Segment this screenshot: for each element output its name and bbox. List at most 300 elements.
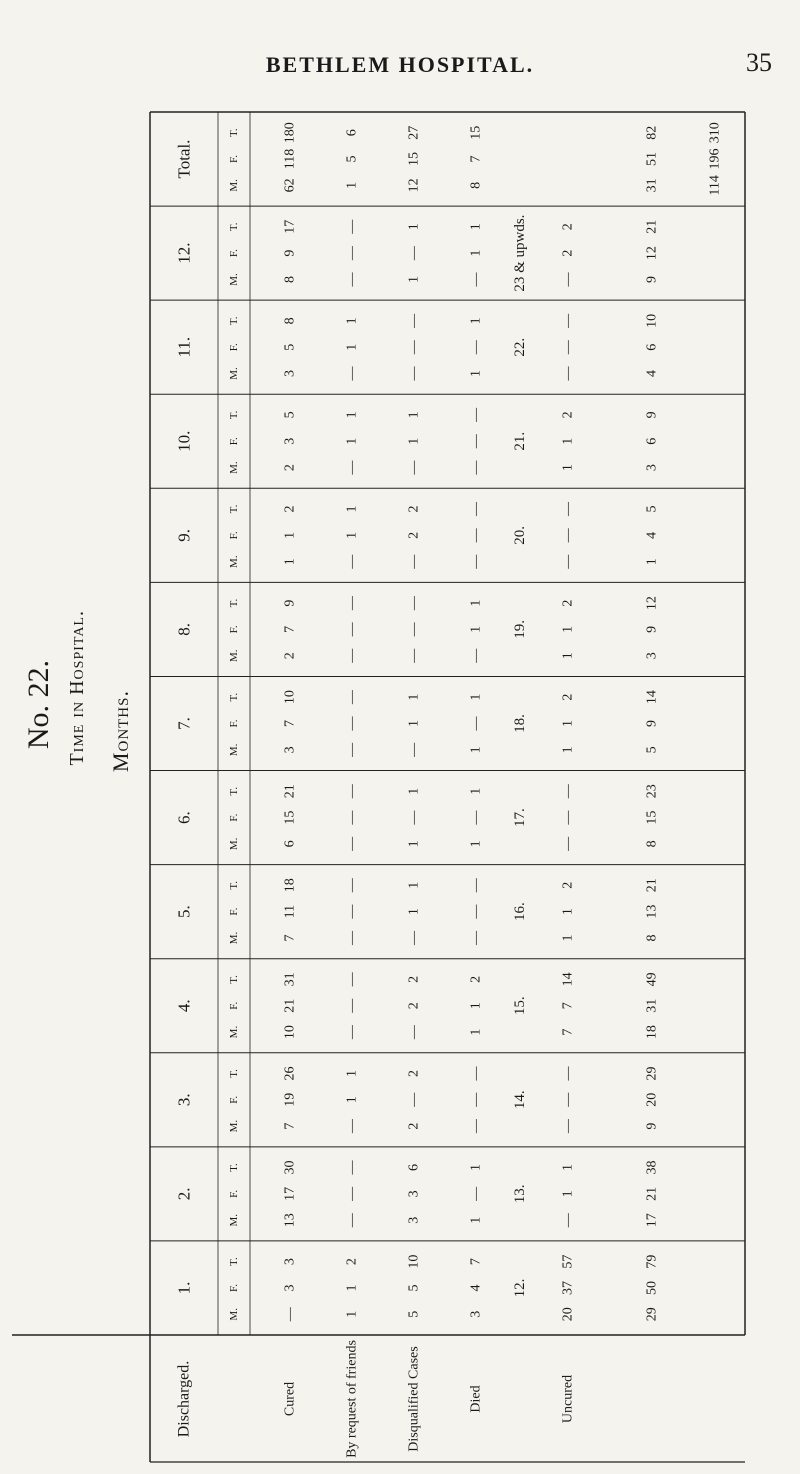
month-total-cell: 21: [644, 219, 660, 234]
value-cell: —: [344, 836, 360, 851]
value-cell: 2: [560, 693, 576, 701]
value-cell: 1: [560, 934, 576, 942]
value-cell: 1: [344, 317, 360, 325]
sublabel-F.: F.: [228, 1283, 240, 1292]
month-total-cell: 79: [644, 1254, 660, 1269]
grand-total-cell: 51: [644, 152, 660, 167]
value-cell: 7: [282, 1122, 298, 1130]
grand-total-cell: 27: [406, 125, 422, 140]
value-cell: —: [468, 1186, 484, 1201]
value-cell: —: [560, 784, 576, 799]
value-cell: 1: [560, 625, 576, 633]
value-cell: 2: [406, 1122, 422, 1130]
value-cell: 3: [282, 370, 298, 378]
upper-month-label-2: 13.: [512, 1184, 528, 1204]
value-cell: 1: [560, 908, 576, 916]
value-cell: —: [344, 1213, 360, 1228]
value-cell: 1: [560, 437, 576, 445]
sublabel-F.: F.: [228, 531, 240, 540]
value-cell: 20: [560, 1307, 576, 1322]
month-total-cell: 9: [644, 411, 660, 419]
value-cell: 4: [468, 1284, 484, 1292]
grand-total-cell: 8: [468, 181, 484, 189]
grand-total-cell: 82: [644, 125, 660, 140]
sublabel-T.: T.: [228, 786, 240, 796]
value-cell: —: [560, 1092, 576, 1107]
value-cell: 1: [468, 599, 484, 607]
month-total-cell: 49: [644, 972, 660, 987]
upper-month-label-3: 14.: [512, 1090, 528, 1110]
value-cell: 8: [282, 317, 298, 325]
value-cell: 7: [282, 625, 298, 633]
value-cell: 5: [282, 411, 298, 419]
value-cell: 2: [282, 505, 298, 513]
value-cell: —: [406, 810, 422, 825]
value-cell: —: [560, 554, 576, 569]
value-cell: —: [560, 340, 576, 355]
value-cell: 1: [406, 787, 422, 795]
value-cell: 2: [282, 464, 298, 472]
sublabel-F.: F.: [228, 813, 240, 822]
month-total-cell: 18: [644, 1025, 660, 1040]
table-caption: Time in Hospital.: [66, 610, 88, 766]
month-label-2: 2.: [174, 1187, 194, 1201]
sublabel-F.: F.: [228, 719, 240, 728]
sublabel-F.: F.: [228, 907, 240, 916]
value-cell: —: [344, 246, 360, 261]
value-cell: 3: [406, 1216, 422, 1224]
value-cell: 1: [468, 1216, 484, 1224]
value-cell: 1: [468, 1164, 484, 1172]
value-cell: —: [406, 554, 422, 569]
month-total-cell: 9: [644, 625, 660, 633]
month-total-cell: 31: [644, 998, 660, 1013]
sublabel-M.: M.: [228, 931, 240, 945]
grand-total-cell: 196: [707, 148, 723, 170]
sublabel-M.: M.: [228, 461, 240, 474]
value-cell: 1: [406, 411, 422, 419]
value-cell: 1: [560, 746, 576, 754]
month-total-cell: 21: [644, 1186, 660, 1201]
month-label-7: 7.: [174, 717, 194, 730]
value-cell: 5: [406, 1284, 422, 1292]
value-cell: —: [406, 648, 422, 663]
months-label: Months.: [108, 690, 133, 773]
value-cell: —: [406, 313, 422, 328]
sublabel-M.: M.: [228, 1308, 240, 1321]
month-total-cell: 6: [644, 343, 660, 351]
sublabel-F.: F.: [228, 249, 240, 258]
value-cell: 1: [560, 464, 576, 472]
value-cell: 1: [560, 720, 576, 727]
value-cell: 1: [344, 1310, 360, 1318]
month-label-12: 12.: [174, 242, 194, 264]
value-cell: —: [406, 622, 422, 637]
upper-month-label-10: 21.: [512, 431, 528, 451]
value-cell: 9: [282, 599, 298, 607]
value-cell: 17: [282, 219, 298, 234]
month-total-cell: 8: [644, 840, 660, 848]
value-cell: 1: [560, 652, 576, 660]
value-cell: 37: [560, 1280, 576, 1295]
value-cell: 1: [468, 249, 484, 257]
value-cell: 1: [468, 317, 484, 325]
month-label-1: 1.: [174, 1281, 194, 1295]
grand-total-cell: 180: [282, 122, 298, 144]
value-cell: —: [406, 1092, 422, 1107]
upper-month-label-6: 17.: [512, 808, 528, 827]
grand-total-cell: 15: [468, 125, 484, 140]
value-cell: 8: [282, 275, 298, 283]
value-cell: 57: [560, 1254, 576, 1269]
value-cell: —: [344, 272, 360, 287]
month-total-cell: 3: [644, 652, 660, 660]
value-cell: —: [344, 460, 360, 475]
value-cell: 2: [468, 975, 484, 983]
month-label-8: 8.: [174, 623, 194, 636]
value-cell: —: [344, 716, 360, 731]
value-cell: 3: [468, 1310, 484, 1318]
value-cell: —: [468, 810, 484, 825]
value-cell: 2: [406, 1069, 422, 1077]
value-cell: —: [468, 930, 484, 945]
value-cell: 1: [344, 343, 360, 351]
value-cell: 1: [468, 693, 484, 701]
grand-total-cell: 118: [282, 148, 298, 170]
value-cell: 1: [344, 411, 360, 419]
value-cell: 2: [344, 1258, 360, 1266]
value-cell: —: [406, 460, 422, 475]
value-cell: 30: [282, 1160, 298, 1175]
month-total-cell: 4: [644, 531, 660, 539]
value-cell: 7: [282, 720, 298, 727]
month-total-cell: 17: [644, 1213, 660, 1228]
value-cell: 1: [406, 908, 422, 916]
value-cell: 13: [282, 1213, 298, 1228]
row-label-4: Died: [468, 1385, 484, 1413]
value-cell: 1: [406, 223, 422, 231]
grand-total-cell: 6: [344, 129, 360, 137]
sublabel-T.: T.: [228, 128, 240, 138]
month-total-cell: 13: [644, 904, 660, 919]
value-cell: —: [560, 1066, 576, 1081]
sublabel-T.: T.: [228, 316, 240, 326]
month-label-4: 4.: [174, 999, 194, 1013]
value-cell: —: [560, 836, 576, 851]
value-cell: —: [344, 878, 360, 893]
month-total-cell: 12: [644, 596, 660, 611]
value-cell: —: [344, 1119, 360, 1134]
value-cell: 10: [406, 1254, 422, 1269]
month-total-cell: 6: [644, 437, 660, 445]
value-cell: —: [406, 930, 422, 945]
upper-month-label-11: 22.: [512, 337, 528, 357]
total-label: Total.: [174, 139, 194, 179]
month-total-cell: 50: [644, 1280, 660, 1295]
sublabel-T.: T.: [228, 504, 240, 514]
value-cell: —: [560, 272, 576, 287]
grand-total-cell: 12: [406, 178, 422, 193]
sublabel-T.: T.: [228, 975, 240, 984]
value-cell: —: [406, 366, 422, 381]
value-cell: 1: [468, 370, 484, 378]
sublabel-T.: T.: [228, 410, 240, 420]
value-cell: —: [344, 1025, 360, 1040]
month-total-cell: 9: [644, 1122, 660, 1130]
value-cell: —: [468, 904, 484, 919]
value-cell: 1: [560, 1164, 576, 1172]
value-cell: 1: [344, 531, 360, 539]
value-cell: 7: [560, 1002, 576, 1010]
value-cell: 1: [344, 437, 360, 445]
month-total-cell: 9: [644, 275, 660, 283]
value-cell: —: [468, 878, 484, 893]
sublabel-F.: F.: [228, 625, 240, 634]
sublabel-T.: T.: [228, 222, 240, 232]
value-cell: —: [406, 246, 422, 261]
value-cell: 2: [406, 505, 422, 513]
month-total-cell: 10: [644, 313, 660, 328]
page-number: 35: [746, 48, 772, 77]
sublabel-F.: F.: [228, 343, 240, 352]
value-cell: 3: [282, 1258, 298, 1266]
month-total-cell: 38: [644, 1160, 660, 1175]
value-cell: 14: [560, 972, 576, 987]
value-cell: 2: [560, 249, 576, 257]
value-cell: 2: [560, 881, 576, 889]
month-total-cell: 5: [644, 505, 660, 513]
sublabel-M.: M.: [228, 1025, 240, 1039]
sublabel-M.: M.: [228, 743, 240, 757]
value-cell: 2: [406, 1002, 422, 1010]
value-cell: 1: [468, 746, 484, 754]
value-cell: 21: [282, 784, 298, 799]
value-cell: —: [560, 1213, 576, 1228]
value-cell: 3: [282, 746, 298, 754]
month-label-9: 9.: [174, 528, 194, 542]
row-label-3: Disqualified Cases: [406, 1346, 422, 1452]
value-cell: —: [344, 972, 360, 987]
value-cell: —: [406, 340, 422, 355]
value-cell: —: [560, 528, 576, 543]
month-total-cell: 14: [644, 690, 660, 705]
value-cell: 6: [406, 1164, 422, 1172]
grand-total-cell: 1: [344, 181, 360, 189]
value-cell: —: [468, 272, 484, 287]
value-cell: 31: [282, 972, 298, 987]
value-cell: —: [344, 554, 360, 569]
sublabel-M.: M.: [228, 1119, 240, 1133]
sublabel-T.: T.: [228, 598, 240, 608]
sublabel-F.: F.: [228, 155, 240, 164]
value-cell: —: [560, 1119, 576, 1134]
upper-month-label-1: 12.: [512, 1278, 528, 1298]
value-cell: —: [468, 716, 484, 731]
grand-total-cell: 31: [644, 178, 660, 193]
month-total-cell: 12: [644, 246, 660, 261]
sublabel-F.: F.: [228, 437, 240, 446]
value-cell: 10: [282, 690, 298, 705]
value-cell: 1: [468, 787, 484, 795]
month-total-cell: 29: [644, 1307, 660, 1322]
value-cell: —: [560, 810, 576, 825]
value-cell: 11: [282, 904, 298, 919]
value-cell: 1: [406, 840, 422, 848]
value-cell: —: [344, 810, 360, 825]
value-cell: 1: [468, 1002, 484, 1010]
value-cell: —: [344, 596, 360, 611]
sublabel-F.: F.: [228, 1189, 240, 1198]
value-cell: 17: [282, 1186, 298, 1201]
value-cell: —: [406, 596, 422, 611]
sublabel-T.: T.: [228, 1257, 240, 1266]
value-cell: 1: [344, 1069, 360, 1077]
month-total-cell: 1: [644, 558, 660, 566]
value-cell: —: [344, 219, 360, 234]
value-cell: —: [344, 998, 360, 1013]
value-cell: —: [344, 904, 360, 919]
value-cell: —: [344, 366, 360, 381]
value-cell: 1: [406, 275, 422, 283]
upper-month-label-4: 15.: [512, 996, 528, 1016]
month-total-cell: 4: [644, 370, 660, 378]
value-cell: 1: [282, 558, 298, 566]
value-cell: 1: [560, 1190, 576, 1198]
value-cell: 1: [468, 223, 484, 231]
value-cell: 1: [406, 693, 422, 701]
sublabel-T.: T.: [228, 692, 240, 702]
grand-total-cell: 114: [707, 175, 723, 196]
month-total-cell: 20: [644, 1092, 660, 1107]
page-header-title: BETHLEM HOSPITAL.: [265, 52, 535, 77]
row-label-1: Cured: [282, 1381, 298, 1417]
value-cell: —: [468, 460, 484, 475]
value-cell: 2: [406, 975, 422, 983]
upper-month-label-7: 18.: [512, 714, 528, 733]
grand-total-cell: 15: [406, 152, 422, 167]
sublabel-M.: M.: [228, 649, 240, 663]
value-cell: 18: [282, 878, 298, 893]
value-cell: 21: [282, 998, 298, 1013]
value-cell: —: [560, 502, 576, 517]
value-cell: 6: [282, 840, 298, 848]
month-total-cell: 8: [644, 934, 660, 942]
month-label-3: 3.: [174, 1093, 194, 1107]
grand-total-cell: 62: [282, 178, 298, 193]
sublabel-M.: M.: [228, 367, 240, 380]
value-cell: —: [406, 1025, 422, 1040]
table-number: No. 22.: [22, 660, 55, 750]
value-cell: —: [468, 528, 484, 543]
value-cell: —: [344, 1160, 360, 1175]
month-total-cell: 5: [644, 746, 660, 754]
discharged-label: Discharged.: [175, 1360, 193, 1438]
value-cell: 2: [560, 599, 576, 607]
grand-total-cell: 7: [468, 155, 484, 163]
value-cell: 5: [282, 343, 298, 351]
value-cell: —: [406, 742, 422, 757]
value-cell: —: [344, 784, 360, 799]
value-cell: 1: [406, 437, 422, 445]
month-label-10: 10.: [174, 430, 194, 452]
month-label-5: 5.: [174, 905, 194, 919]
value-cell: 5: [406, 1310, 422, 1318]
value-cell: 1: [406, 881, 422, 889]
value-cell: 2: [406, 531, 422, 539]
sublabel-F.: F.: [228, 1001, 240, 1010]
sublabel-M.: M.: [228, 555, 240, 568]
row-label-2: By request of friends: [344, 1340, 360, 1458]
value-cell: 2: [282, 652, 298, 660]
grand-total-cell: 5: [344, 155, 360, 163]
value-cell: 3: [282, 437, 298, 445]
row-label-5: Uncured: [560, 1374, 576, 1424]
sublabel-M.: M.: [228, 179, 240, 192]
value-cell: 7: [560, 1028, 576, 1036]
value-cell: 1: [468, 625, 484, 633]
upper-month-label-9: 20.: [512, 525, 528, 545]
month-total-cell: 3: [644, 464, 660, 472]
value-cell: 3: [406, 1190, 422, 1198]
value-cell: —: [344, 1186, 360, 1201]
sublabel-T.: T.: [228, 1163, 240, 1172]
value-cell: 2: [560, 223, 576, 231]
month-total-cell: 29: [644, 1066, 660, 1081]
value-cell: —: [560, 313, 576, 328]
value-cell: 7: [282, 934, 298, 942]
value-cell: —: [468, 648, 484, 663]
sublabel-M.: M.: [228, 837, 240, 851]
value-cell: —: [468, 1066, 484, 1081]
value-cell: —: [468, 434, 484, 449]
value-cell: 1: [344, 1284, 360, 1292]
sublabel-M.: M.: [228, 273, 240, 286]
value-cell: 15: [282, 810, 298, 825]
value-cell: 19: [282, 1092, 298, 1107]
value-cell: —: [344, 648, 360, 663]
value-cell: —: [560, 366, 576, 381]
value-cell: —: [344, 930, 360, 945]
value-cell: —: [344, 622, 360, 637]
sublabel-F.: F.: [228, 1095, 240, 1104]
value-cell: —: [468, 407, 484, 422]
upper-month-label-5: 16.: [512, 902, 528, 922]
value-cell: —: [344, 742, 360, 757]
month-label-6: 6.: [174, 811, 194, 824]
value-cell: 1: [344, 1096, 360, 1104]
value-cell: —: [468, 1119, 484, 1134]
value-cell: 2: [560, 411, 576, 419]
value-cell: 1: [282, 531, 298, 539]
value-cell: 26: [282, 1066, 298, 1081]
value-cell: —: [282, 1307, 298, 1322]
sublabel-M.: M.: [228, 1213, 240, 1227]
upper-month-label-12: 23 & upwds.: [512, 214, 528, 292]
value-cell: 9: [282, 249, 298, 257]
value-cell: 3: [282, 1284, 298, 1292]
month-total-cell: 23: [644, 784, 660, 799]
value-cell: —: [468, 1092, 484, 1107]
value-cell: 1: [468, 840, 484, 848]
value-cell: 1: [468, 1028, 484, 1036]
value-cell: —: [468, 340, 484, 355]
value-cell: —: [344, 690, 360, 705]
sublabel-T.: T.: [228, 1069, 240, 1078]
value-cell: —: [468, 502, 484, 517]
value-cell: 1: [344, 505, 360, 513]
month-total-cell: 9: [644, 720, 660, 727]
grand-total-cell: 310: [707, 122, 723, 144]
